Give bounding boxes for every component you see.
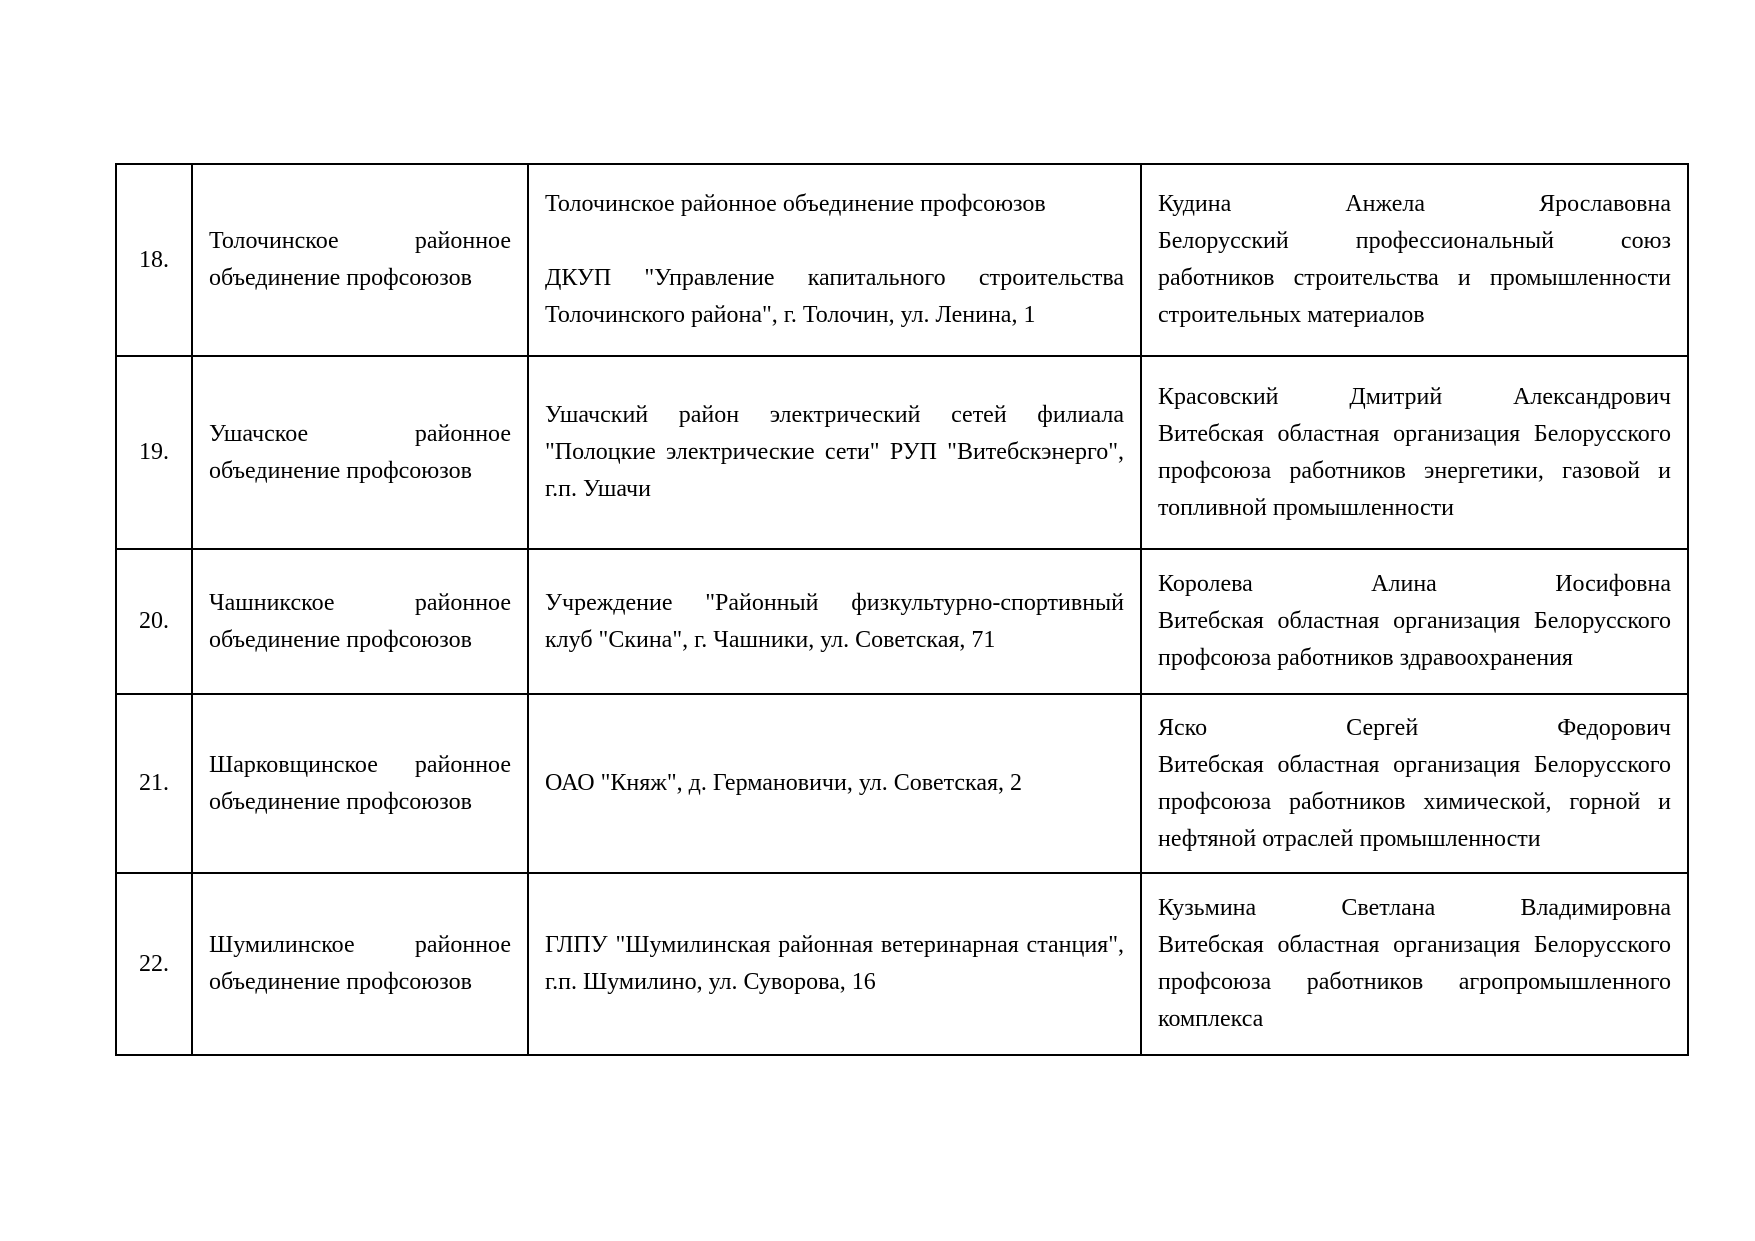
- chairman-organization: Витебская областная организация Белорусского профсоюза работников энергетики, газовой и топливной промышленности: [1158, 420, 1671, 521]
- table-row: [116, 549, 1688, 694]
- chairman-name: Красовский Дмитрий Александрович: [1158, 383, 1671, 410]
- organization-address-paragraph: Толочинское районное объединение профсоюзов: [545, 191, 1046, 217]
- union-name: Ушачское районное объединение профсоюзов: [209, 420, 511, 484]
- organization-address-paragraph: ДКУП "Управление капитального строительства Толочинского района", г. Толочин, ул. Ленина, 1: [545, 265, 1124, 328]
- organization-address-cell: [528, 549, 1141, 694]
- table-row: [116, 694, 1688, 873]
- row-number: 18.: [139, 246, 169, 273]
- union-name-cell: [192, 873, 528, 1055]
- row-number-cell: [116, 356, 192, 549]
- table-row: [116, 164, 1688, 356]
- chairman-name: Кудина Анжела Ярославовна: [1158, 191, 1671, 217]
- row-number-cell: [116, 873, 192, 1055]
- union-name-cell: [192, 164, 528, 356]
- union-name: Чашникское районное объединение профсоюзов: [209, 589, 511, 653]
- row-number: 20.: [139, 608, 169, 634]
- chairman-name: Кузьмина Светлана Владимировна: [1158, 895, 1671, 921]
- chairman-name: Яско Сергей Федорович: [1158, 714, 1671, 741]
- row-number-cell: [116, 164, 192, 356]
- organization-address-cell: [528, 356, 1141, 549]
- union-name: Шумилинское районное объединение профсоюзов: [209, 932, 511, 995]
- chairman-organization: Белорусский профессиональный союз работников строительства и промышленности строительных материалов: [1158, 228, 1671, 328]
- table-row: [116, 873, 1688, 1055]
- chairman-cell: [1141, 549, 1688, 694]
- chairman-cell: [1141, 873, 1688, 1055]
- row-number: 22.: [139, 950, 169, 977]
- organization-address-paragraph: Учреждение "Районный физкультурно-спортивный клуб "Скина", г. Чашники, ул. Советская, 71: [545, 589, 1124, 653]
- paragraph-spacer: [545, 223, 1124, 260]
- union-name: Толочинское районное объединение профсоюзов: [209, 228, 511, 291]
- organization-address-cell: [528, 873, 1141, 1055]
- chairman-cell: [1141, 356, 1688, 549]
- row-number-cell: [116, 549, 192, 694]
- union-name-cell: [192, 694, 528, 873]
- organization-address-paragraph: ОАО "Княж", д. Германовичи, ул. Советская, 2: [545, 770, 1023, 796]
- chairman-organization: Витебская областная организация Белорусского профсоюза работников химической, горной и нефтяной отраслей промышленности: [1158, 751, 1671, 852]
- chairman-cell: [1141, 694, 1688, 873]
- union-name-cell: [192, 356, 528, 549]
- row-number: 19.: [139, 439, 169, 465]
- chairman-organization: Витебская областная организация Белорусского профсоюза работников агропромышленного комплекса: [1158, 932, 1671, 1032]
- chairman-cell: [1141, 164, 1688, 356]
- organization-address-paragraph: Ушачский район электрический сетей филиала "Полоцкие электрические сети" РУП "Витебскэнерго", г.п. Ушачи: [545, 402, 1124, 502]
- union-name-cell: [192, 549, 528, 694]
- organization-address-cell: [528, 164, 1141, 356]
- chairman-name: Королева Алина Иосифовна: [1158, 571, 1671, 597]
- organization-address-cell: [528, 694, 1141, 873]
- row-number: 21.: [139, 770, 169, 796]
- organization-address-paragraph: ГЛПУ "Шумилинская районная ветеринарная станция", г.п. Шумилино, ул. Суворова, 16: [545, 932, 1124, 995]
- unions-table: [115, 163, 1689, 1056]
- chairman-organization: Витебская областная организация Белорусского профсоюза работников здравоохранения: [1158, 608, 1671, 671]
- table-row: [116, 356, 1688, 549]
- union-name: Шарковщинское районное объединение профсоюзов: [209, 751, 511, 815]
- row-number-cell: [116, 694, 192, 873]
